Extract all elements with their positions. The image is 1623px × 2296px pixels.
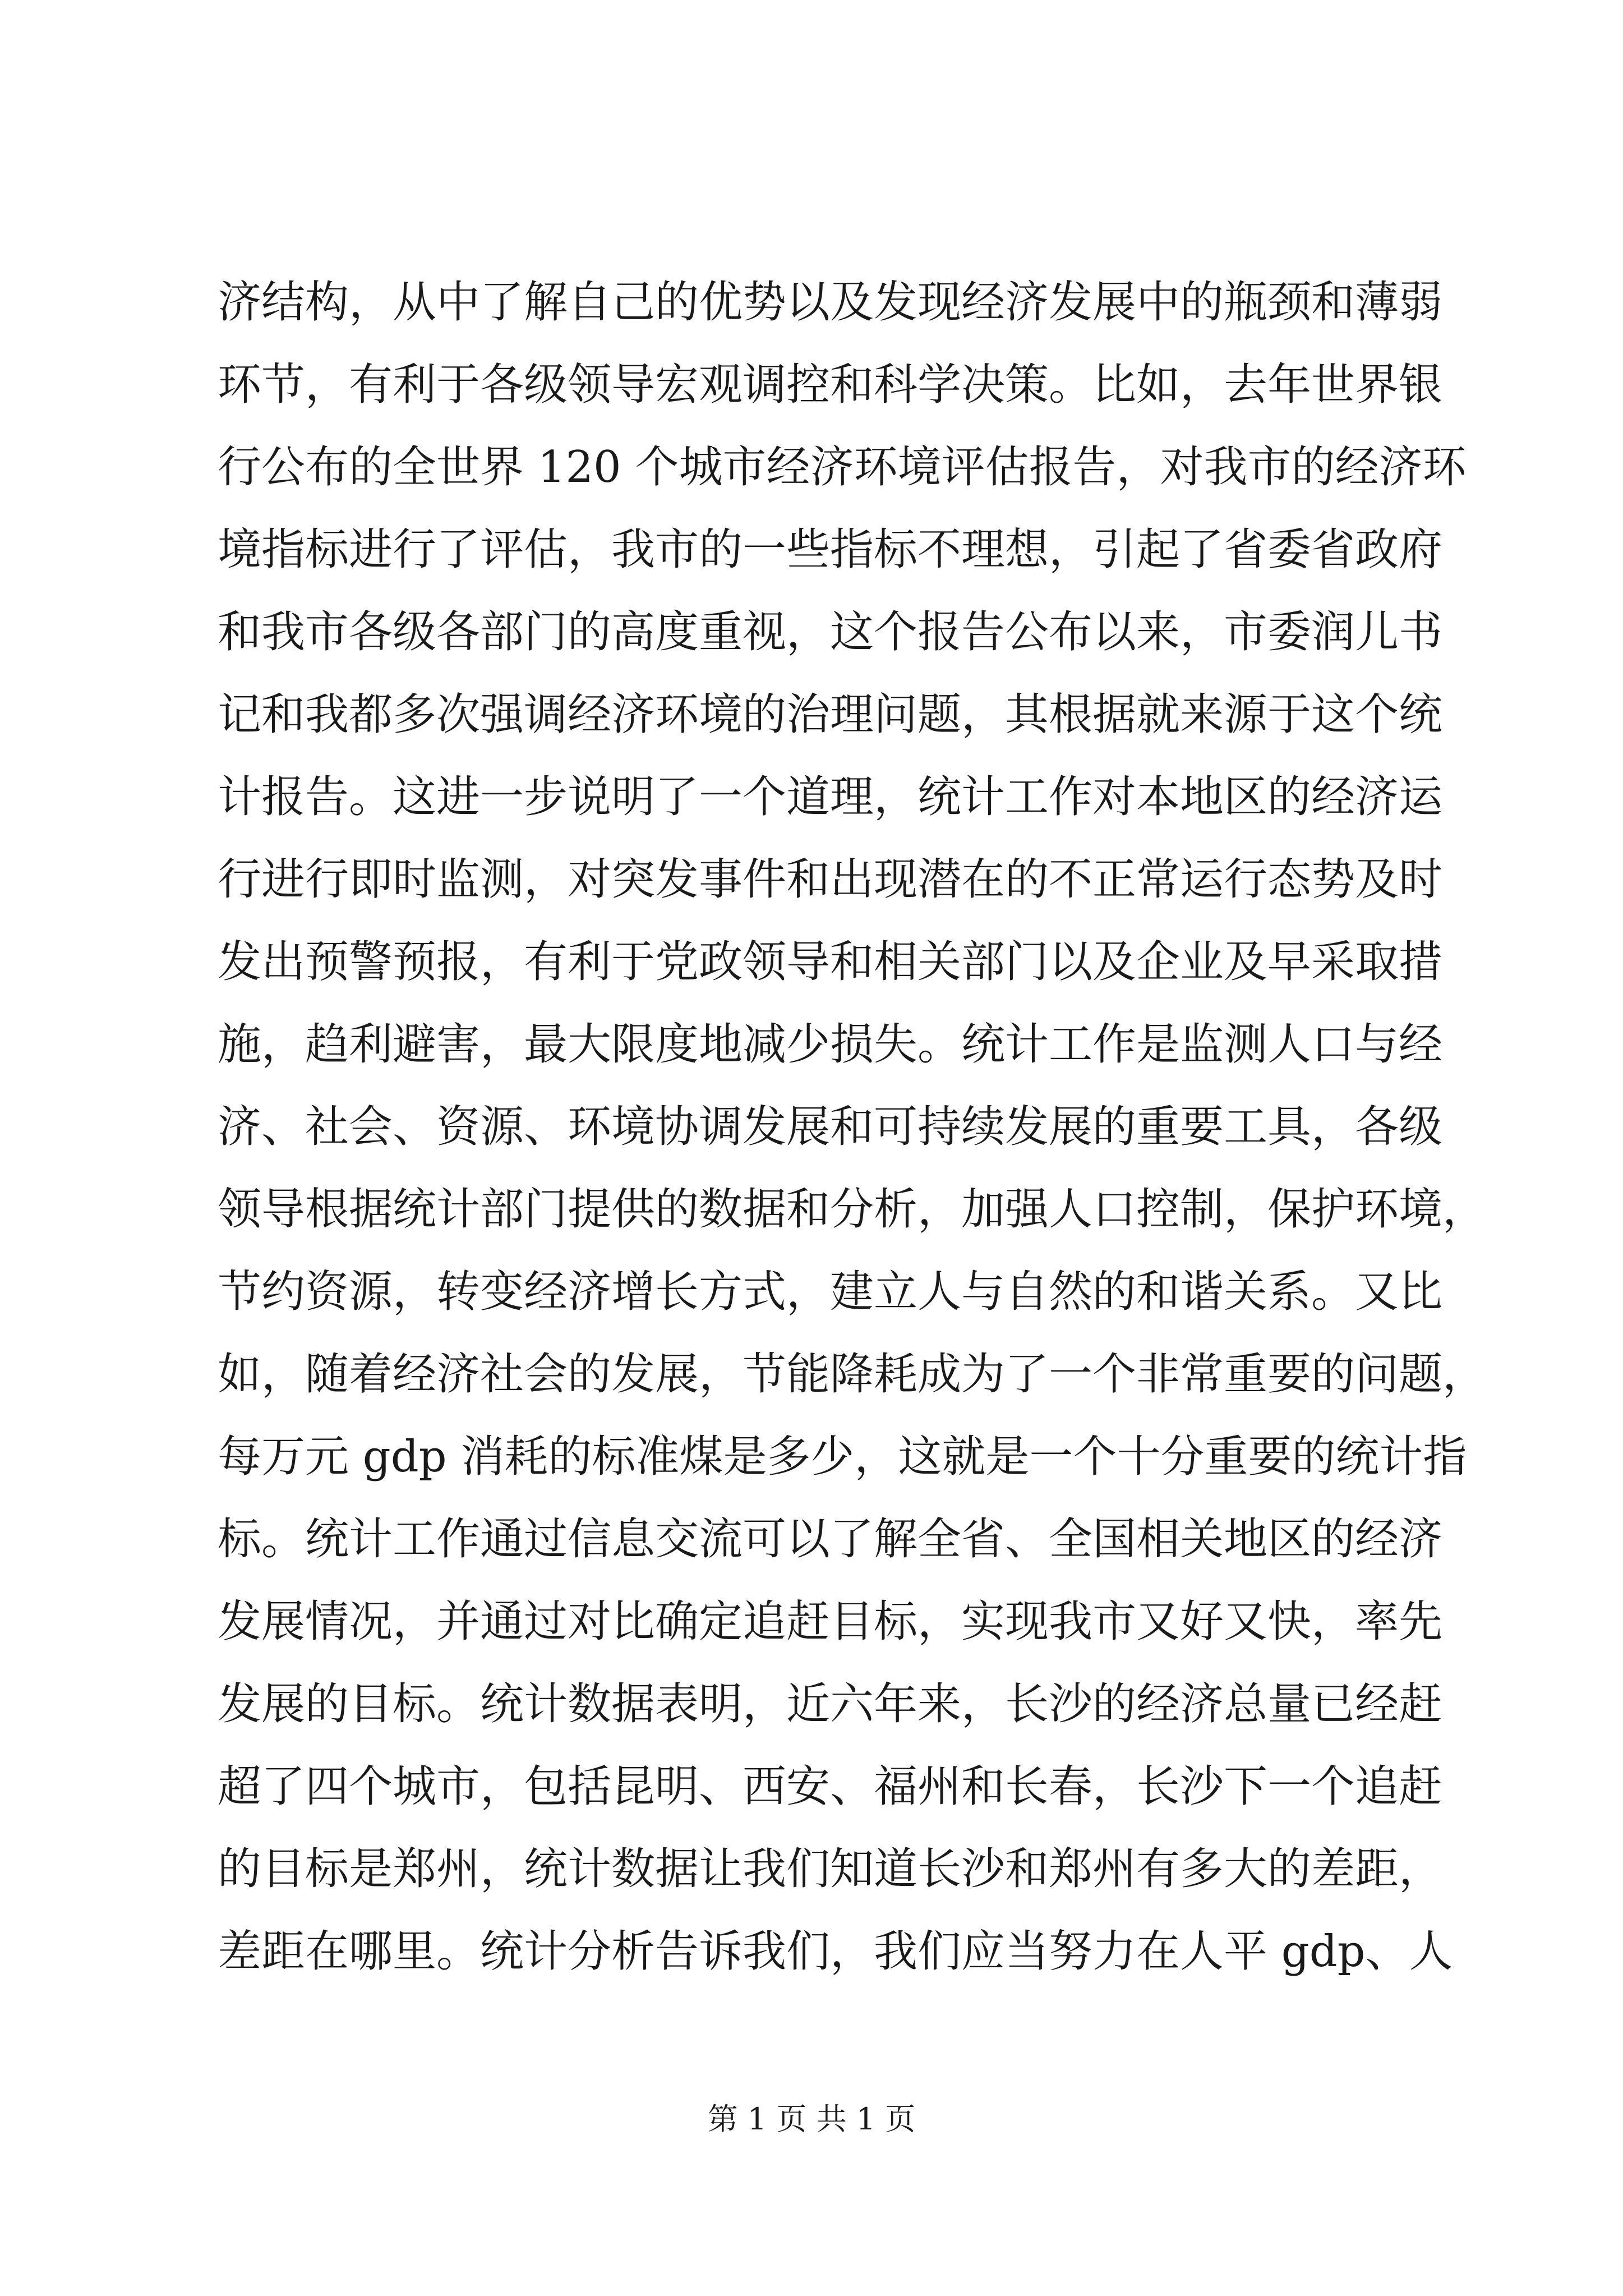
text-line: 计报告。这进一步说明了一个道理，统计工作对本地区的经济运	[218, 772, 1443, 822]
text-line: 的目标是郑州，统计数据让我们知道长沙和郑州有多大的差距，	[218, 1844, 1443, 1894]
text-line: 济、社会、资源、环境协调发展和可持续发展的重要工具，各级	[218, 1102, 1443, 1152]
text-line: 境指标进行了评估，我市的一些指标不理想，引起了省委省政府	[218, 524, 1443, 575]
text-line: 行进行即时监测，对突发事件和出现潜在的不正常运行态势及时	[218, 854, 1443, 905]
text-line: 发出预警预报，有利于党政领导和相关部门以及企业及早采取措	[218, 937, 1443, 987]
text-line: 节约资源，转变经济增长方式，建立人与自然的和谐关系。又比	[218, 1267, 1443, 1317]
text-line: 记和我都多次强调经济环境的治理问题，其根据就来源于这个统	[218, 689, 1443, 740]
text-line: 济结构，从中了解自己的优势以及发现经济发展中的瓶颈和薄弱	[218, 277, 1443, 328]
text-line: 如，随着经济社会的发展，节能降耗成为了一个非常重要的问题，	[218, 1349, 1487, 1400]
text-line: 发展情况，并通过对比确定追赶目标，实现我市又好又快，率先	[218, 1596, 1443, 1647]
text-line: 和我市各级各部门的高度重视，这个报告公布以来，市委润儿书	[218, 607, 1443, 657]
text-line: 行公布的全世界 120 个城市经济环境评估报告，对我市的经济环	[218, 442, 1467, 493]
text-line: 施，趋利避害，最大限度地减少损失。统计工作是监测人口与经	[218, 1019, 1443, 1070]
text-line: 超了四个城市，包括昆明、西安、福州和长春，长沙下一个追赶	[218, 1761, 1443, 1812]
text-line: 每万元 gdp 消耗的标准煤是多少，这就是一个十分重要的统计指	[218, 1432, 1467, 1482]
text-line: 环节，有利于各级领导宏观调控和科学决策。比如，去年世界银	[218, 360, 1443, 410]
page-footer: 第 1 页 共 1 页	[707, 2101, 916, 2137]
text-line: 发展的目标。统计数据表明，近六年来，长沙的经济总量已经赶	[218, 1679, 1443, 1729]
body-text	[218, 261, 1487, 1993]
text-line: 差距在哪里。统计分析告诉我们，我们应当努力在人平 gdp、人	[218, 1926, 1453, 1977]
text-line: 领导根据统计部门提供的数据和分析，加强人口控制，保护环境，	[218, 1184, 1487, 1235]
text-line: 标。统计工作通过信息交流可以了解全省、全国相关地区的经济	[218, 1514, 1443, 1565]
